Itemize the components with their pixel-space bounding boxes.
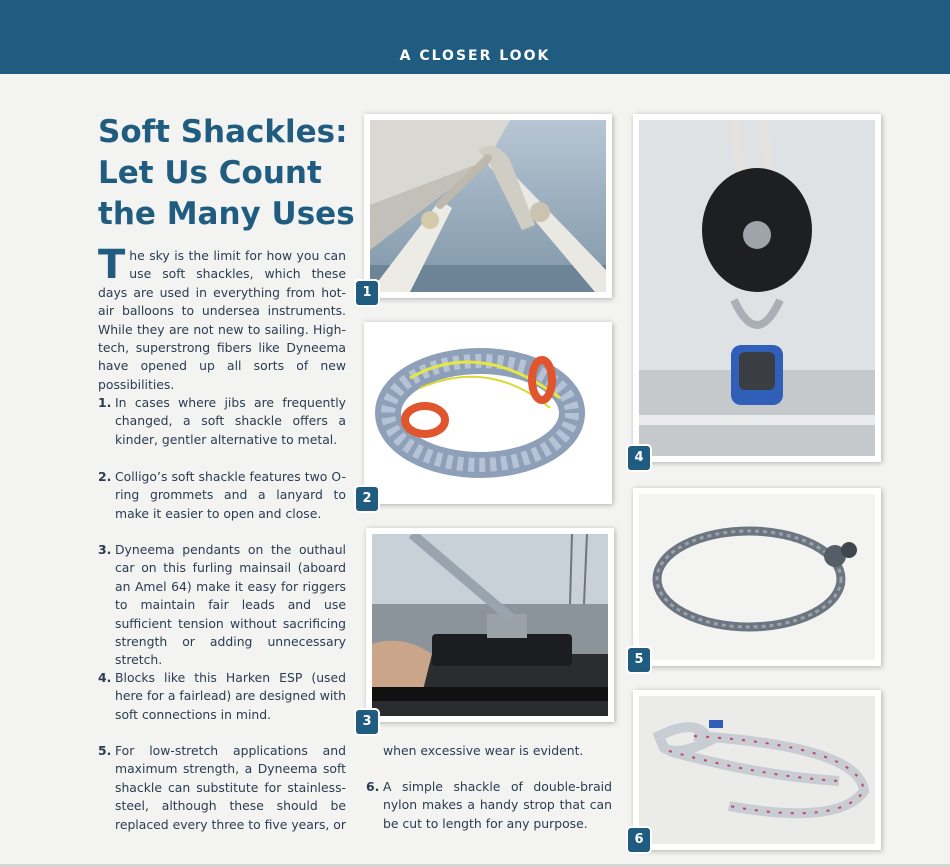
photo-colligo-shackle [364,322,612,504]
caption-text: Dyneema pendants on the outhaul car on this furling mainsail (aboard an Amel 64) make it easy for riggers to maintain fair leads and use sufficient tension without sacrificing strength or adding unnecessary stretch. [115,542,346,668]
harken-block-image [639,120,875,456]
article-title: Soft Shackles: Let Us Count the Many Uses [98,114,355,232]
caption-number: 2. [98,469,112,484]
photo-dyneema-shackle [633,488,881,666]
caption-number: 3. [98,542,112,557]
soft-shackle-image [370,328,606,498]
caption-text: Blocks like this Harken ESP (used here for a fairlead) are designed with soft connections in mind. [115,670,346,722]
caption-4 [98,669,346,724]
jib-tack-image [370,120,606,292]
caption-text: For low-stretch applications and maximum strength, a Dyneema soft shackle can substitute for stainless-steel, although these should be replaced every three to five years, or [115,743,346,832]
photo-badge: 2 [356,487,378,511]
caption-3 [98,541,346,670]
photo-badge: 5 [628,648,650,672]
caption-text: In cases where jibs are frequently changed, a soft shackle offers a kinder, gentler alternative to metal. [115,395,346,447]
photo-badge: 1 [356,281,378,305]
caption-number: 4. [98,670,112,685]
caption-number: 5. [98,743,112,758]
photo-badge: 3 [356,710,378,734]
caption-number: 6. [366,779,380,794]
caption-6 [366,778,612,833]
photo-nylon-strop [633,690,881,850]
caption-text: A simple shackle of double-braid nylon makes a handy strop that can be cut to length for any purpose. [383,779,612,831]
caption-2 [98,468,346,523]
dyneema-shackle-image [639,494,875,660]
photo-outhaul-car [366,528,614,722]
photo-badge: 4 [628,446,650,470]
nylon-strop-image [639,696,875,844]
outhaul-car-image [372,534,608,716]
drop-cap: T [98,242,126,288]
intro-paragraph [98,242,346,394]
photo-badge: 6 [628,828,650,852]
photo-harken-block [633,114,881,462]
caption-5-continued: when excessive wear is evident. [383,743,584,758]
photo-jib-tack [364,114,612,298]
caption-number: 1. [98,395,112,410]
section-header [0,0,950,74]
caption-1 [98,394,346,449]
caption-5 [98,742,346,834]
intro-text: he sky is the limit for how you can use soft shackles, which these days are used in everything from hot-air balloons to undersea instruments. While they are not new to sailing. High-tech, superstrong fibers like Dyneema have opened up all sorts of new possibilities. [98,248,346,392]
caption-text: Colligo’s soft shackle features two O-ring grommets and a lanyard to make it easier to open and close. [115,469,346,521]
section-title: A CLOSER LOOK [399,48,551,64]
